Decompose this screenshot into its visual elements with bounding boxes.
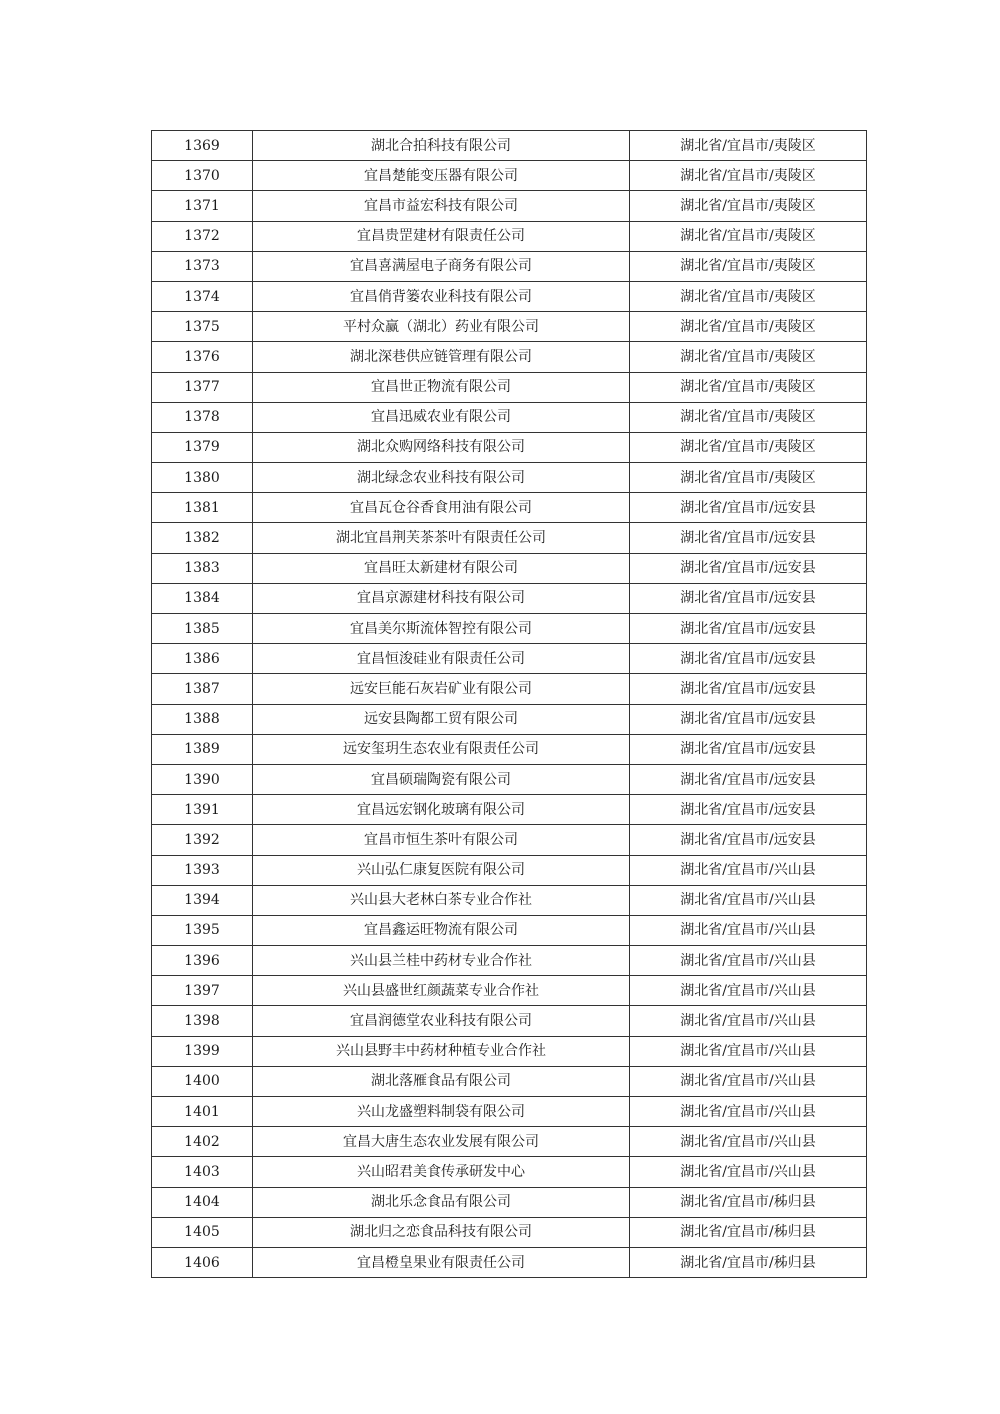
company-name-cell: 宜昌喜满屋电子商务有限公司 <box>253 251 630 281</box>
region-cell: 湖北省/宜昌市/夷陵区 <box>630 463 867 493</box>
table-row <box>152 553 867 583</box>
row-number-cell: 1388 <box>152 704 253 734</box>
company-name-cell: 远安玺玥生态农业有限责任公司 <box>253 734 630 764</box>
region-cell: 湖北省/宜昌市/秭归县 <box>630 1187 867 1217</box>
row-number-cell: 1401 <box>152 1097 253 1127</box>
region-cell: 湖北省/宜昌市/兴山县 <box>630 1006 867 1036</box>
table-row <box>152 1157 867 1187</box>
table-row <box>152 1187 867 1217</box>
region-cell: 湖北省/宜昌市/兴山县 <box>630 976 867 1006</box>
table-row <box>152 674 867 704</box>
table-row <box>152 493 867 523</box>
region-cell: 湖北省/宜昌市/夷陵区 <box>630 432 867 462</box>
table-row <box>152 976 867 1006</box>
company-name-cell: 湖北合拍科技有限公司 <box>253 131 630 161</box>
row-number-cell: 1375 <box>152 312 253 342</box>
table-row <box>152 251 867 281</box>
company-name-cell: 宜昌旺太新建材有限公司 <box>253 553 630 583</box>
table-row <box>152 1097 867 1127</box>
row-number-cell: 1400 <box>152 1066 253 1096</box>
region-cell: 湖北省/宜昌市/远安县 <box>630 553 867 583</box>
table-row <box>152 131 867 161</box>
row-number-cell: 1373 <box>152 251 253 281</box>
row-number-cell: 1379 <box>152 432 253 462</box>
company-name-cell: 宜昌润德堂农业科技有限公司 <box>253 1006 630 1036</box>
row-number-cell: 1399 <box>152 1036 253 1066</box>
company-name-cell: 平村众赢（湖北）药业有限公司 <box>253 312 630 342</box>
company-name-cell: 湖北落雁食品有限公司 <box>253 1066 630 1096</box>
company-name-cell: 远安巨能石灰岩矿业有限公司 <box>253 674 630 704</box>
region-cell: 湖北省/宜昌市/兴山县 <box>630 1097 867 1127</box>
row-number-cell: 1372 <box>152 221 253 251</box>
row-number-cell: 1374 <box>152 281 253 311</box>
row-number-cell: 1371 <box>152 191 253 221</box>
table-row <box>152 1066 867 1096</box>
company-name-cell: 湖北乐念食品有限公司 <box>253 1187 630 1217</box>
region-cell: 湖北省/宜昌市/兴山县 <box>630 885 867 915</box>
region-cell: 湖北省/宜昌市/兴山县 <box>630 946 867 976</box>
company-table-body <box>152 131 867 1278</box>
row-number-cell: 1376 <box>152 342 253 372</box>
table-row <box>152 946 867 976</box>
table-row <box>152 1036 867 1066</box>
company-name-cell: 宜昌硕瑞陶瓷有限公司 <box>253 764 630 794</box>
table-row <box>152 915 867 945</box>
row-number-cell: 1384 <box>152 583 253 613</box>
region-cell: 湖北省/宜昌市/远安县 <box>630 493 867 523</box>
region-cell: 湖北省/宜昌市/远安县 <box>630 764 867 794</box>
company-name-cell: 宜昌橙皇果业有限责任公司 <box>253 1247 630 1277</box>
table-row <box>152 312 867 342</box>
table-row <box>152 614 867 644</box>
region-cell: 湖北省/宜昌市/远安县 <box>630 614 867 644</box>
company-name-cell: 兴山县大老林白茶专业合作社 <box>253 885 630 915</box>
row-number-cell: 1386 <box>152 644 253 674</box>
company-name-cell: 兴山弘仁康复医院有限公司 <box>253 855 630 885</box>
row-number-cell: 1369 <box>152 131 253 161</box>
table-row <box>152 191 867 221</box>
table-row <box>152 523 867 553</box>
region-cell: 湖北省/宜昌市/夷陵区 <box>630 372 867 402</box>
row-number-cell: 1370 <box>152 161 253 191</box>
region-cell: 湖北省/宜昌市/夷陵区 <box>630 131 867 161</box>
table-row <box>152 795 867 825</box>
company-name-cell: 兴山县野丰中药材种植专业合作社 <box>253 1036 630 1066</box>
region-cell: 湖北省/宜昌市/兴山县 <box>630 1066 867 1096</box>
company-name-cell: 湖北众购网络科技有限公司 <box>253 432 630 462</box>
row-number-cell: 1403 <box>152 1157 253 1187</box>
region-cell: 湖北省/宜昌市/兴山县 <box>630 1127 867 1157</box>
region-cell: 湖北省/宜昌市/夷陵区 <box>630 312 867 342</box>
region-cell: 湖北省/宜昌市/兴山县 <box>630 915 867 945</box>
region-cell: 湖北省/宜昌市/夷陵区 <box>630 281 867 311</box>
row-number-cell: 1395 <box>152 915 253 945</box>
company-name-cell: 兴山昭君美食传承研发中心 <box>253 1157 630 1187</box>
company-name-cell: 宜昌京源建材科技有限公司 <box>253 583 630 613</box>
company-name-cell: 宜昌迅威农业有限公司 <box>253 402 630 432</box>
row-number-cell: 1393 <box>152 855 253 885</box>
row-number-cell: 1381 <box>152 493 253 523</box>
region-cell: 湖北省/宜昌市/远安县 <box>630 795 867 825</box>
company-name-cell: 兴山县盛世红颜蔬菜专业合作社 <box>253 976 630 1006</box>
table-row <box>152 463 867 493</box>
row-number-cell: 1377 <box>152 372 253 402</box>
row-number-cell: 1404 <box>152 1187 253 1217</box>
table-row <box>152 432 867 462</box>
table-row <box>152 644 867 674</box>
table-row <box>152 825 867 855</box>
region-cell: 湖北省/宜昌市/兴山县 <box>630 855 867 885</box>
region-cell: 湖北省/宜昌市/远安县 <box>630 825 867 855</box>
company-name-cell: 湖北归之恋食品科技有限公司 <box>253 1217 630 1247</box>
table-row <box>152 281 867 311</box>
row-number-cell: 1397 <box>152 976 253 1006</box>
region-cell: 湖北省/宜昌市/兴山县 <box>630 1157 867 1187</box>
company-name-cell: 兴山县兰桂中药材专业合作社 <box>253 946 630 976</box>
region-cell: 湖北省/宜昌市/兴山县 <box>630 1036 867 1066</box>
row-number-cell: 1389 <box>152 734 253 764</box>
company-name-cell: 宜昌美尔斯流体智控有限公司 <box>253 614 630 644</box>
company-name-cell: 远安县陶都工贸有限公司 <box>253 704 630 734</box>
region-cell: 湖北省/宜昌市/秭归县 <box>630 1247 867 1277</box>
table-row <box>152 342 867 372</box>
row-number-cell: 1380 <box>152 463 253 493</box>
table-row <box>152 734 867 764</box>
region-cell: 湖北省/宜昌市/远安县 <box>630 674 867 704</box>
row-number-cell: 1406 <box>152 1247 253 1277</box>
company-name-cell: 宜昌远宏钢化玻璃有限公司 <box>253 795 630 825</box>
row-number-cell: 1396 <box>152 946 253 976</box>
company-name-cell: 宜昌楚能变压器有限公司 <box>253 161 630 191</box>
region-cell: 湖北省/宜昌市/夷陵区 <box>630 161 867 191</box>
company-name-cell: 宜昌世正物流有限公司 <box>253 372 630 402</box>
row-number-cell: 1378 <box>152 402 253 432</box>
region-cell: 湖北省/宜昌市/夷陵区 <box>630 402 867 432</box>
company-name-cell: 宜昌鑫运旺物流有限公司 <box>253 915 630 945</box>
region-cell: 湖北省/宜昌市/秭归县 <box>630 1217 867 1247</box>
company-name-cell: 宜昌市益宏科技有限公司 <box>253 191 630 221</box>
table-row <box>152 764 867 794</box>
table-row <box>152 1217 867 1247</box>
row-number-cell: 1391 <box>152 795 253 825</box>
region-cell: 湖北省/宜昌市/远安县 <box>630 704 867 734</box>
company-name-cell: 兴山龙盛塑料制袋有限公司 <box>253 1097 630 1127</box>
table-row <box>152 1247 867 1277</box>
company-name-cell: 宜昌瓦仓谷香食用油有限公司 <box>253 493 630 523</box>
company-table <box>151 130 867 1278</box>
row-number-cell: 1402 <box>152 1127 253 1157</box>
row-number-cell: 1394 <box>152 885 253 915</box>
row-number-cell: 1392 <box>152 825 253 855</box>
company-name-cell: 宜昌俏背篓农业科技有限公司 <box>253 281 630 311</box>
region-cell: 湖北省/宜昌市/远安县 <box>630 523 867 553</box>
company-name-cell: 湖北深巷供应链管理有限公司 <box>253 342 630 372</box>
table-row <box>152 704 867 734</box>
company-name-cell: 宜昌恒浚硅业有限责任公司 <box>253 644 630 674</box>
table-row <box>152 161 867 191</box>
table-row <box>152 855 867 885</box>
row-number-cell: 1390 <box>152 764 253 794</box>
company-name-cell: 湖北宜昌荆芙茶茶叶有限责任公司 <box>253 523 630 553</box>
row-number-cell: 1387 <box>152 674 253 704</box>
region-cell: 湖北省/宜昌市/夷陵区 <box>630 342 867 372</box>
company-name-cell: 湖北绿念农业科技有限公司 <box>253 463 630 493</box>
table-row <box>152 1127 867 1157</box>
region-cell: 湖北省/宜昌市/远安县 <box>630 734 867 764</box>
company-name-cell: 宜昌贵罡建材有限责任公司 <box>253 221 630 251</box>
table-row <box>152 583 867 613</box>
company-name-cell: 宜昌市恒生茶叶有限公司 <box>253 825 630 855</box>
row-number-cell: 1382 <box>152 523 253 553</box>
table-row <box>152 372 867 402</box>
row-number-cell: 1405 <box>152 1217 253 1247</box>
region-cell: 湖北省/宜昌市/夷陵区 <box>630 221 867 251</box>
row-number-cell: 1385 <box>152 614 253 644</box>
region-cell: 湖北省/宜昌市/远安县 <box>630 583 867 613</box>
company-name-cell: 宜昌大唐生态农业发展有限公司 <box>253 1127 630 1157</box>
row-number-cell: 1383 <box>152 553 253 583</box>
region-cell: 湖北省/宜昌市/夷陵区 <box>630 251 867 281</box>
region-cell: 湖北省/宜昌市/夷陵区 <box>630 191 867 221</box>
region-cell: 湖北省/宜昌市/远安县 <box>630 644 867 674</box>
table-row <box>152 885 867 915</box>
table-row <box>152 221 867 251</box>
table-row <box>152 1006 867 1036</box>
row-number-cell: 1398 <box>152 1006 253 1036</box>
table-row <box>152 402 867 432</box>
